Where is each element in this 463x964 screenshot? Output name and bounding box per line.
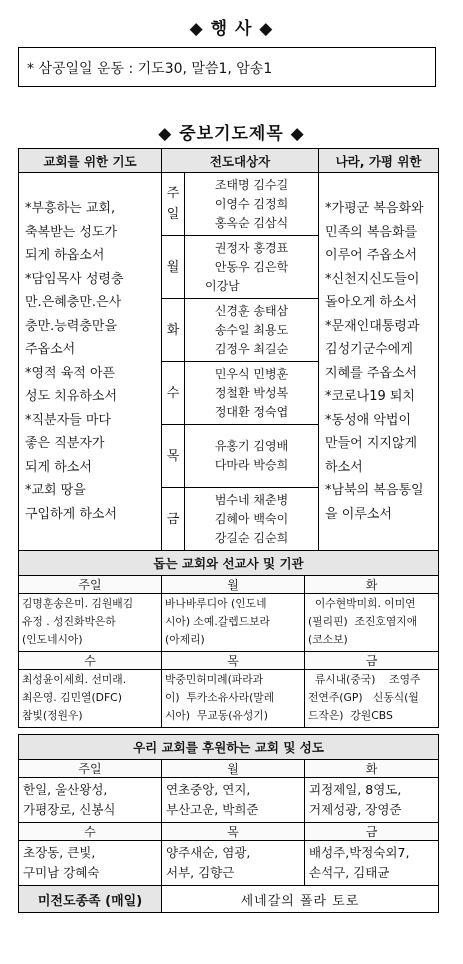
missions-sunday: 김명훈송은미. 김원배김 유정 . 성진화박은하 (인도네시아) <box>19 594 162 652</box>
nation-prayer-list: *가평군 복음화와 민족의 복음화를 이루어 주옵소서 *신천지신도들이 돌아오게 하소서 *문재인대통령과 김성기군수에게 지혜를 주옵소서 *코로나19 퇴치 *동성애 악법이 만들어 지지않게 하소서 *남북의 복음통일 을 이루소서 <box>319 173 439 551</box>
supporters-wednesday: 초장동, 큰빛, 구미남 강혜숙 <box>19 841 162 886</box>
evangelism-tuesday: 신경훈 송태삼 송수일 최용도 김정우 최길순 <box>185 299 319 362</box>
header-church: 교회를 위한 기도 <box>19 149 162 173</box>
supporters-friday: 배성주,박정숙외7, 손석구, 김태균 <box>305 841 439 886</box>
evangelism-monday: 권정자 홍경표 안동우 김은학 이강남 <box>185 236 319 299</box>
supporters-day-thursday: 목 <box>162 823 305 841</box>
missions-tuesday: 이수현박미희. 이미연 (필리핀) 조진호염지애 (코소보) <box>305 594 439 652</box>
supporters-day-wednesday: 수 <box>19 823 162 841</box>
supporters-day-sunday: 주일 <box>19 760 162 778</box>
day-wednesday: 수 <box>162 362 185 425</box>
notice-box: * 삼공일일 운동 : 기도30, 말씀1, 암송1 <box>18 47 436 87</box>
day-sunday: 주 일 <box>162 173 185 236</box>
church-prayer-list: *부흥하는 교회, 축복받는 성도가 되게 하옵소서 *담임목사 성령충 만.은혜충만.은사 충만.능력충만을 주옵소서 *영적 육적 아픈 성도 치유하소서 *직분자들 마다 좋은 직분자가 되게 하소서 *교회 땅을 구입하게 하소서 <box>19 173 162 551</box>
missions-day-sunday: 주일 <box>19 576 162 594</box>
header-evangelism: 전도대상자 <box>162 149 319 173</box>
missions-table <box>18 550 439 728</box>
missions-friday: 류시내(중국) 조영주 전연주(GP) 신동식(월 드작은) 강원CBS <box>305 670 439 728</box>
supporters-table <box>18 734 439 913</box>
evangelism-thursday: 유홍기 김영배 다마라 박승희 <box>185 425 319 488</box>
day-thursday: 목 <box>162 425 185 488</box>
missions-day-friday: 금 <box>305 652 439 670</box>
evangelism-wednesday: 민우식 민병훈 정철환 박성복 정대환 정숙엽 <box>185 362 319 425</box>
missions-wednesday: 최성윤이세희. 선미래. 최은영. 김민열(DFC) 참빛(정원우) <box>19 670 162 728</box>
events-title: ◆ 행 사 ◆ <box>189 19 274 39</box>
prayer-title: ◆ 중보기도제목 ◆ <box>158 124 305 144</box>
missions-day-monday: 월 <box>162 576 305 594</box>
unreached-label: 미전도종족 (매일) <box>19 886 162 913</box>
missions-day-tuesday: 화 <box>305 576 439 594</box>
supporters-sunday: 한일, 울산왕성, 가평장로, 신봉식 <box>19 778 162 823</box>
supporters-day-monday: 월 <box>162 760 305 778</box>
day-tuesday: 화 <box>162 299 185 362</box>
missions-day-thursday: 목 <box>162 652 305 670</box>
supporters-day-tuesday: 화 <box>305 760 439 778</box>
supporters-tuesday: 괴정제일, 8영도, 거제성광, 장영준 <box>305 778 439 823</box>
day-monday: 월 <box>162 236 185 299</box>
prayer-table <box>18 148 439 551</box>
unreached-value: 세네갈의 폴라 토로 <box>162 886 439 913</box>
supporters-monday: 연초중앙, 연지, 부산고운, 박희준 <box>162 778 305 823</box>
supporters-thursday: 양주새순, 염광, 서부, 김향근 <box>162 841 305 886</box>
supporters-day-friday: 금 <box>305 823 439 841</box>
day-friday: 금 <box>162 488 185 551</box>
evangelism-sunday: 조태명 김수길 이영수 김정희 홍옥순 김삼식 <box>185 173 319 236</box>
missions-monday: 바나바루디아 (인도네 시아) 소예.갈렙드보라 (아제리) <box>162 594 305 652</box>
missions-thursday: 박중민허미례(파라과 이) 투카소유사라(말레 시아) 무교동(유성기) <box>162 670 305 728</box>
header-nation: 나라, 가평 위한 <box>319 149 439 173</box>
missions-day-wednesday: 수 <box>19 652 162 670</box>
evangelism-friday: 범수네 채춘병 김혜아 백숙이 강길순 김순희 <box>185 488 319 551</box>
missions-title: 돕는 교회와 선교사 및 기관 <box>19 551 439 576</box>
supporters-title: 우리 교회를 후원하는 교회 및 성도 <box>19 735 439 760</box>
